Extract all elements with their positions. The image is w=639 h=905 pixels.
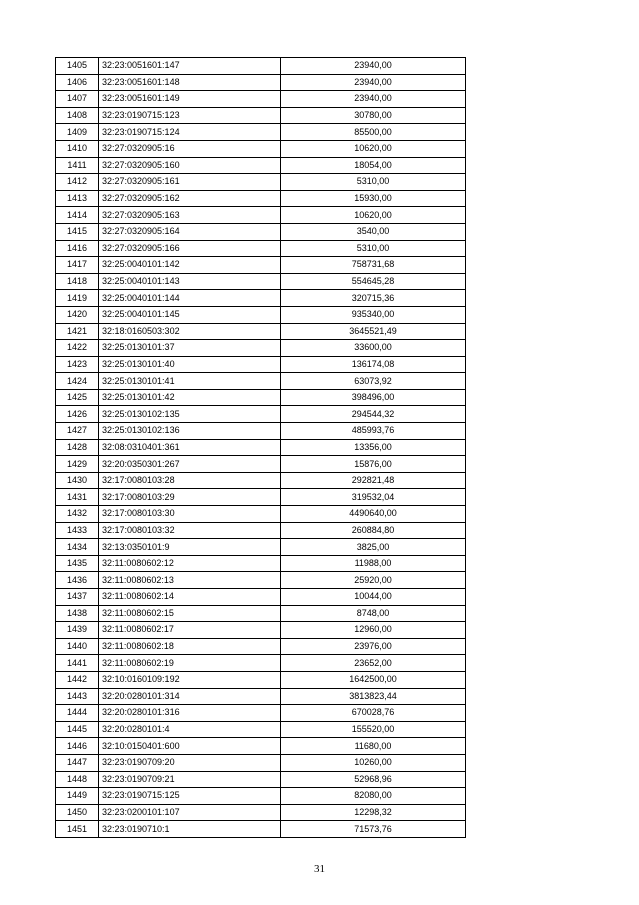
- table-row: [56, 705, 466, 722]
- cadastral-number-cell: 32:23:0051601:148: [99, 74, 281, 91]
- row-number-cell: 1435: [56, 555, 99, 572]
- row-number-cell: 1423: [56, 356, 99, 373]
- value-cell: 670028,76: [281, 705, 466, 722]
- cadastral-number-cell: 32:25:0040101:142: [99, 257, 281, 274]
- table-row: [56, 257, 466, 274]
- row-number-cell: 1408: [56, 107, 99, 124]
- value-cell: 3813823,44: [281, 688, 466, 705]
- cadastral-number-cell: 32:11:0080602:14: [99, 589, 281, 606]
- value-cell: 23940,00: [281, 74, 466, 91]
- value-cell: 10620,00: [281, 140, 466, 157]
- value-cell: 485993,76: [281, 423, 466, 440]
- value-cell: 5310,00: [281, 240, 466, 257]
- cadastral-number-cell: 32:17:0080103:29: [99, 489, 281, 506]
- cadastral-number-cell: 32:10:0160109:192: [99, 671, 281, 688]
- table-row: [56, 323, 466, 340]
- table-row: [56, 423, 466, 440]
- table-row: [56, 140, 466, 157]
- cadastral-number-cell: 32:25:0130101:42: [99, 389, 281, 406]
- cadastral-number-cell: 32:20:0350301:267: [99, 456, 281, 473]
- value-cell: 11680,00: [281, 738, 466, 755]
- table-body: [56, 58, 466, 838]
- cadastral-number-cell: 32:27:0320905:160: [99, 157, 281, 174]
- row-number-cell: 1436: [56, 572, 99, 589]
- value-cell: 260884,80: [281, 522, 466, 539]
- value-cell: 319532,04: [281, 489, 466, 506]
- value-cell: 13356,00: [281, 439, 466, 456]
- row-number-cell: 1427: [56, 423, 99, 440]
- cadastral-number-cell: 32:25:0130101:40: [99, 356, 281, 373]
- cadastral-number-cell: 32:11:0080602:13: [99, 572, 281, 589]
- value-cell: 554645,28: [281, 273, 466, 290]
- table-row: [56, 555, 466, 572]
- cadastral-number-cell: 32:08:0310401:361: [99, 439, 281, 456]
- cadastral-number-cell: 32:27:0320905:164: [99, 223, 281, 240]
- table-row: [56, 340, 466, 357]
- table-row: [56, 771, 466, 788]
- table-row: [56, 655, 466, 672]
- value-cell: 5310,00: [281, 174, 466, 191]
- value-cell: 1642500,00: [281, 671, 466, 688]
- table-row: [56, 107, 466, 124]
- value-cell: 12298,32: [281, 804, 466, 821]
- row-number-cell: 1440: [56, 638, 99, 655]
- row-number-cell: 1424: [56, 373, 99, 390]
- row-number-cell: 1420: [56, 306, 99, 323]
- table-row: [56, 240, 466, 257]
- row-number-cell: 1434: [56, 539, 99, 556]
- table-row: [56, 638, 466, 655]
- value-cell: 136174,08: [281, 356, 466, 373]
- value-cell: 4490640,00: [281, 506, 466, 523]
- cadastral-number-cell: 32:27:0320905:161: [99, 174, 281, 191]
- table-row: [56, 754, 466, 771]
- value-cell: 30780,00: [281, 107, 466, 124]
- table-row: [56, 622, 466, 639]
- cadastral-number-cell: 32:11:0080602:17: [99, 622, 281, 639]
- table-row: [56, 124, 466, 141]
- value-cell: 23976,00: [281, 638, 466, 655]
- table-row: [56, 738, 466, 755]
- table-row: [56, 74, 466, 91]
- value-cell: 8748,00: [281, 605, 466, 622]
- row-number-cell: 1422: [56, 340, 99, 357]
- cadastral-number-cell: 32:25:0130101:37: [99, 340, 281, 357]
- row-number-cell: 1450: [56, 804, 99, 821]
- table-row: [56, 207, 466, 224]
- row-number-cell: 1405: [56, 58, 99, 75]
- table-row: [56, 58, 466, 75]
- cadastral-number-cell: 32:27:0320905:162: [99, 190, 281, 207]
- cadastral-number-cell: 32:25:0040101:144: [99, 290, 281, 307]
- page-number: 31: [314, 863, 325, 875]
- row-number-cell: 1426: [56, 406, 99, 423]
- row-number-cell: 1441: [56, 655, 99, 672]
- table-row: [56, 589, 466, 606]
- value-cell: 18054,00: [281, 157, 466, 174]
- cadastral-number-cell: 32:25:0130102:136: [99, 423, 281, 440]
- cadastral-number-cell: 32:10:0150401:600: [99, 738, 281, 755]
- table-row: [56, 91, 466, 108]
- row-number-cell: 1437: [56, 589, 99, 606]
- table-row: [56, 605, 466, 622]
- row-number-cell: 1445: [56, 721, 99, 738]
- row-number-cell: 1443: [56, 688, 99, 705]
- value-cell: 25920,00: [281, 572, 466, 589]
- row-number-cell: 1415: [56, 223, 99, 240]
- value-cell: 398496,00: [281, 389, 466, 406]
- row-number-cell: 1451: [56, 821, 99, 838]
- value-cell: 23652,00: [281, 655, 466, 672]
- cadastral-number-cell: 32:25:0130102:135: [99, 406, 281, 423]
- value-cell: 23940,00: [281, 91, 466, 108]
- cadastral-number-cell: 32:20:0280101:316: [99, 705, 281, 722]
- table-row: [56, 572, 466, 589]
- row-number-cell: 1433: [56, 522, 99, 539]
- row-number-cell: 1417: [56, 257, 99, 274]
- cadastral-number-cell: 32:11:0080602:19: [99, 655, 281, 672]
- table-row: [56, 190, 466, 207]
- row-number-cell: 1406: [56, 74, 99, 91]
- row-number-cell: 1409: [56, 124, 99, 141]
- value-cell: 12960,00: [281, 622, 466, 639]
- table-row: [56, 356, 466, 373]
- row-number-cell: 1414: [56, 207, 99, 224]
- table-row: [56, 522, 466, 539]
- row-number-cell: 1429: [56, 456, 99, 473]
- row-number-cell: 1410: [56, 140, 99, 157]
- table-row: [56, 472, 466, 489]
- value-cell: 85500,00: [281, 124, 466, 141]
- value-cell: 155520,00: [281, 721, 466, 738]
- table-row: [56, 389, 466, 406]
- cadastral-value-table: [55, 57, 466, 838]
- table-row: [56, 506, 466, 523]
- row-number-cell: 1418: [56, 273, 99, 290]
- value-cell: 10260,00: [281, 754, 466, 771]
- cadastral-number-cell: 32:23:0051601:147: [99, 58, 281, 75]
- value-cell: 758731,68: [281, 257, 466, 274]
- value-cell: 52968,96: [281, 771, 466, 788]
- value-cell: 3645521,49: [281, 323, 466, 340]
- value-cell: 15876,00: [281, 456, 466, 473]
- row-number-cell: 1425: [56, 389, 99, 406]
- table-row: [56, 439, 466, 456]
- row-number-cell: 1442: [56, 671, 99, 688]
- table-row: [56, 804, 466, 821]
- table-row: [56, 157, 466, 174]
- cadastral-number-cell: 32:17:0080103:30: [99, 506, 281, 523]
- cadastral-number-cell: 32:17:0080103:28: [99, 472, 281, 489]
- cadastral-number-cell: 32:27:0320905:163: [99, 207, 281, 224]
- table-row: [56, 821, 466, 838]
- table-row: [56, 174, 466, 191]
- cadastral-number-cell: 32:23:0190715:125: [99, 788, 281, 805]
- value-cell: 3825,00: [281, 539, 466, 556]
- row-number-cell: 1416: [56, 240, 99, 257]
- table-row: [56, 406, 466, 423]
- cadastral-number-cell: 32:25:0040101:145: [99, 306, 281, 323]
- cadastral-number-cell: 32:13:0350101:9: [99, 539, 281, 556]
- row-number-cell: 1419: [56, 290, 99, 307]
- table-row: [56, 306, 466, 323]
- cadastral-number-cell: 32:23:0200101:107: [99, 804, 281, 821]
- cadastral-number-cell: 32:23:0190710:1: [99, 821, 281, 838]
- cadastral-number-cell: 32:20:0280101:314: [99, 688, 281, 705]
- row-number-cell: 1431: [56, 489, 99, 506]
- table-row: [56, 273, 466, 290]
- value-cell: 82080,00: [281, 788, 466, 805]
- row-number-cell: 1432: [56, 506, 99, 523]
- value-cell: 11988,00: [281, 555, 466, 572]
- table-row: [56, 373, 466, 390]
- value-cell: 935340,00: [281, 306, 466, 323]
- row-number-cell: 1444: [56, 705, 99, 722]
- cadastral-number-cell: 32:25:0130101:41: [99, 373, 281, 390]
- row-number-cell: 1449: [56, 788, 99, 805]
- row-number-cell: 1430: [56, 472, 99, 489]
- table-row: [56, 489, 466, 506]
- row-number-cell: 1411: [56, 157, 99, 174]
- cadastral-number-cell: 32:11:0080602:12: [99, 555, 281, 572]
- row-number-cell: 1428: [56, 439, 99, 456]
- table-row: [56, 671, 466, 688]
- value-cell: 3540,00: [281, 223, 466, 240]
- cadastral-number-cell: 32:18:0160503:302: [99, 323, 281, 340]
- table-row: [56, 456, 466, 473]
- row-number-cell: 1439: [56, 622, 99, 639]
- value-cell: 10620,00: [281, 207, 466, 224]
- cadastral-number-cell: 32:23:0190715:123: [99, 107, 281, 124]
- row-number-cell: 1413: [56, 190, 99, 207]
- table-row: [56, 539, 466, 556]
- row-number-cell: 1407: [56, 91, 99, 108]
- cadastral-number-cell: 32:20:0280101:4: [99, 721, 281, 738]
- table-row: [56, 223, 466, 240]
- table-row: [56, 290, 466, 307]
- row-number-cell: 1412: [56, 174, 99, 191]
- row-number-cell: 1421: [56, 323, 99, 340]
- cadastral-number-cell: 32:27:0320905:166: [99, 240, 281, 257]
- table-row: [56, 788, 466, 805]
- cadastral-number-cell: 32:25:0040101:143: [99, 273, 281, 290]
- table-row: [56, 688, 466, 705]
- row-number-cell: 1446: [56, 738, 99, 755]
- value-cell: 320715,36: [281, 290, 466, 307]
- value-cell: 33600,00: [281, 340, 466, 357]
- cadastral-number-cell: 32:11:0080602:15: [99, 605, 281, 622]
- cadastral-number-cell: 32:11:0080602:18: [99, 638, 281, 655]
- cadastral-number-cell: 32:23:0190709:20: [99, 754, 281, 771]
- row-number-cell: 1438: [56, 605, 99, 622]
- value-cell: 71573,76: [281, 821, 466, 838]
- row-number-cell: 1447: [56, 754, 99, 771]
- value-cell: 63073,92: [281, 373, 466, 390]
- cadastral-number-cell: 32:23:0190709:21: [99, 771, 281, 788]
- value-cell: 15930,00: [281, 190, 466, 207]
- value-cell: 10044,00: [281, 589, 466, 606]
- table-row: [56, 721, 466, 738]
- row-number-cell: 1448: [56, 771, 99, 788]
- cadastral-number-cell: 32:17:0080103:32: [99, 522, 281, 539]
- value-cell: 23940,00: [281, 58, 466, 75]
- cadastral-number-cell: 32:27:0320905:16: [99, 140, 281, 157]
- cadastral-number-cell: 32:23:0190715:124: [99, 124, 281, 141]
- cadastral-number-cell: 32:23:0051601:149: [99, 91, 281, 108]
- value-cell: 294544,32: [281, 406, 466, 423]
- value-cell: 292821,48: [281, 472, 466, 489]
